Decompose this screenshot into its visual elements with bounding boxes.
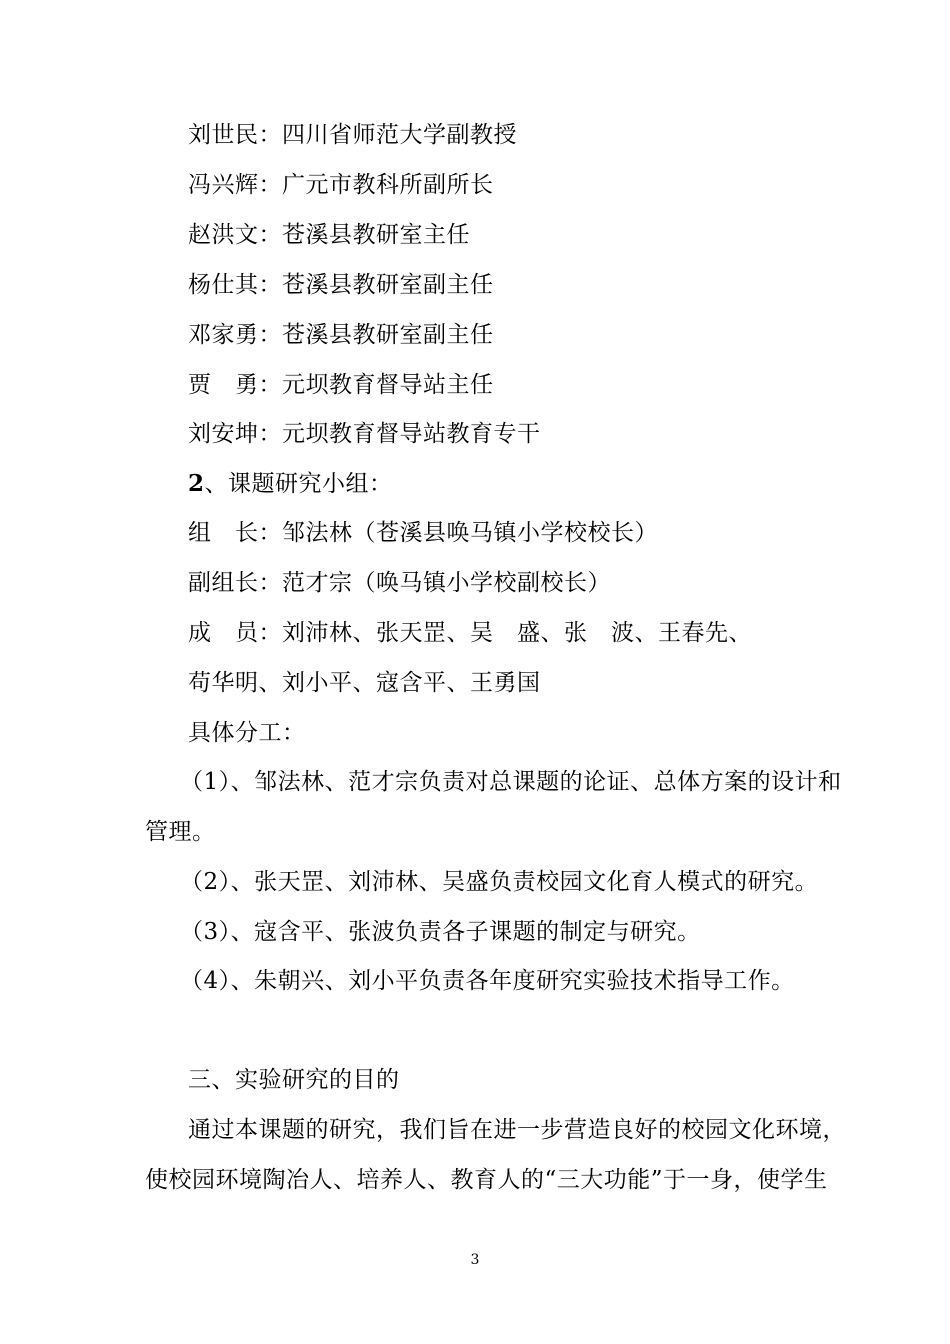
section-2-title: 、课题研究小组： (204, 471, 393, 497)
division-item-4: （4）、朱朝兴、刘小平负责各年度研究实验技术指导工作。 (180, 968, 795, 994)
member-line: 贾 勇：元坝教育督导站主任 (188, 372, 494, 398)
member-line: 刘安坤：元坝教育督导站教育专干 (188, 421, 541, 447)
member-line: 刘世民：四川省师范大学副教授 (188, 122, 517, 148)
group-vice-leader: 副组长：范才宗（唤马镇小学校副校长） (188, 570, 611, 596)
division-item-3: （3）、寇含平、张波负责各子课题的制定与研究。 (180, 919, 701, 945)
group-members-line-1: 成 员：刘沛林、张天罡、吴 盛、张 波、王春先、 (188, 620, 752, 646)
section-3-paragraph-line-2: 使校园环境陶冶人、培养人、教育人的“三大功能”于一身，使学生 (145, 1167, 828, 1193)
member-line: 冯兴辉：广元市教科所副所长 (188, 172, 494, 198)
section-2-number: 2 (188, 470, 205, 497)
division-item-2: （2）、张天罡、刘沛林、吴盛负责校园文化育人模式的研究。 (180, 869, 819, 895)
section-3-paragraph-line-1: 通过本课题的研究，我们旨在进一步营造良好的校园文化环境， (188, 1117, 846, 1143)
page-number: 3 (470, 1252, 480, 1268)
member-line: 杨仕其：苍溪县教研室副主任 (188, 272, 494, 298)
member-line: 赵洪文：苍溪县教研室主任 (188, 222, 470, 248)
section-2-heading (188, 469, 393, 499)
group-leader: 组 长：邹法林（苍溪县唤马镇小学校校长） (188, 520, 658, 546)
division-item-1: （1）、邹法林、范才宗负责对总课题的论证、总体方案的设计和 (180, 769, 842, 795)
section-3-heading: 三、实验研究的目的 (188, 1067, 400, 1093)
member-line: 邓家勇：苍溪县教研室副主任 (188, 322, 494, 348)
division-item-1-continued: 管理。 (145, 819, 216, 845)
group-members-line-2: 苟华明、刘小平、寇含平、王勇国 (188, 670, 541, 696)
division-title: 具体分工： (188, 720, 306, 746)
